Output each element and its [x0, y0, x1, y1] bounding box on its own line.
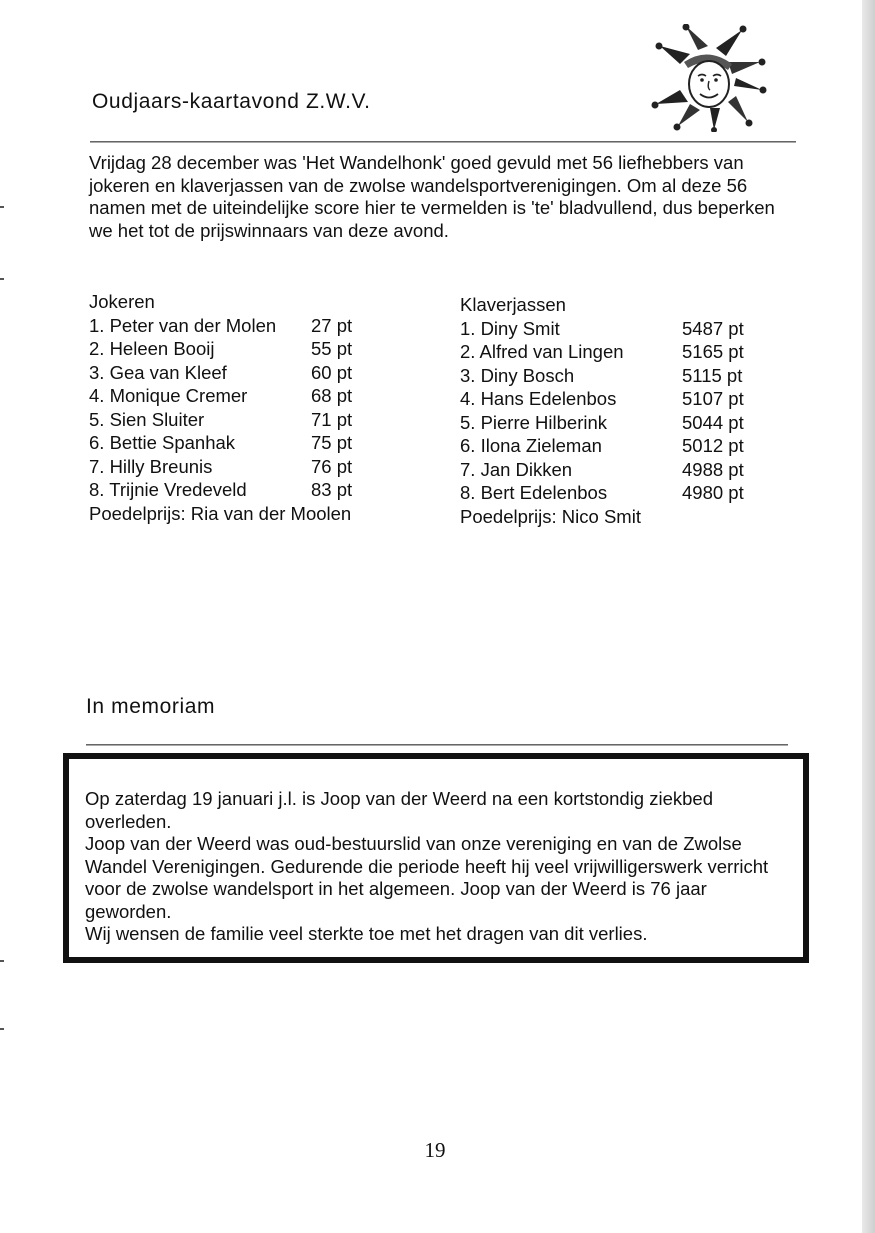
binding-mark: [0, 206, 4, 208]
result-score: 68 pt: [311, 385, 353, 406]
result-score: 5012 pt: [682, 435, 744, 456]
result-name: 8. Trijnie Vredeveld: [89, 479, 247, 500]
jokeren-results: [89, 290, 419, 525]
klaverjassen-results: [460, 293, 780, 528]
result-score: 55 pt: [311, 338, 353, 359]
memoriam-title: In memoriam: [86, 695, 216, 718]
memoriam-divider: [86, 744, 788, 746]
page-edge-shadow: [862, 0, 875, 1233]
klaverjassen-heading: Klaverjassen: [460, 294, 566, 315]
result-name: 4. Hans Edelenbos: [460, 388, 617, 409]
result-score: 5107 pt: [682, 388, 744, 409]
result-row: [89, 337, 419, 361]
result-name: 6. Bettie Spanhak: [89, 432, 236, 453]
result-row: [460, 317, 780, 341]
result-name: 1. Peter van der Molen: [89, 314, 277, 336]
memoriam-text: [85, 788, 790, 946]
result-row: [460, 458, 780, 482]
result-score: 5165 pt: [682, 341, 744, 362]
result-score: 60 pt: [311, 361, 353, 383]
result-score: 5115 pt: [682, 364, 743, 386]
jokeren-heading: Jokeren: [89, 291, 155, 312]
result-score: 4980 pt: [682, 482, 744, 503]
memoriam-paragraph: Op zaterdag 19 januari j.l. is Joop van der Weerd na een kortstondig ziekbed overleden.: [85, 788, 714, 832]
result-row: [89, 478, 419, 502]
result-row: [89, 455, 419, 479]
title-divider: [90, 141, 796, 143]
result-row: [460, 364, 780, 388]
memoriam-paragraph: Wij wensen de familie veel sterkte toe met het dragen van dit verlies.: [85, 923, 648, 944]
result-score: 71 pt: [311, 408, 353, 430]
result-name: 3. Gea van Kleef: [89, 361, 227, 383]
result-score: 4988 pt: [682, 458, 744, 480]
result-row: [89, 431, 419, 455]
result-name: 7. Hilly Breunis: [89, 455, 213, 477]
result-row: [460, 481, 780, 505]
result-name: 7. Jan Dikken: [460, 458, 573, 480]
result-name: 4. Monique Cremer: [89, 385, 248, 406]
result-score: 83 pt: [311, 479, 353, 500]
result-row: [460, 387, 780, 411]
result-name: 2. Alfred van Lingen: [460, 341, 624, 362]
result-row: [89, 361, 419, 385]
memoriam-paragraph: Joop van der Weerd was oud-bestuurslid van onze vereniging en van de Zwolse Wandel Verenigingen. Gedurende die periode heeft hij veel vrijwilligerswerk verricht voor de zwolse wandelsport in het algemeen. Joop van der Weerd is 76 jaar geworden.: [85, 833, 769, 922]
binding-mark: [0, 960, 4, 962]
jester-icon: [650, 24, 768, 132]
result-row: [89, 408, 419, 432]
result-score: 5044 pt: [682, 411, 744, 433]
result-name: 8. Bert Edelenbos: [460, 482, 608, 503]
result-row: [89, 314, 419, 338]
result-name: 6. Ilona Zieleman: [460, 435, 602, 456]
result-name: 2. Heleen Booij: [89, 338, 215, 359]
result-name: 3. Diny Bosch: [460, 364, 575, 386]
result-score: 76 pt: [311, 455, 353, 477]
binding-mark: [0, 1028, 4, 1030]
result-row: [89, 384, 419, 408]
result-name: 1. Diny Smit: [460, 317, 560, 339]
klaverjassen-poedelprijs: Poedelprijs: Nico Smit: [460, 505, 641, 527]
intro-paragraph: Vrijdag 28 december was 'Het Wandelhonk' goed gevuld met 56 liefhebbers van jokeren en klaverjassen van de zwolse wandelsportverenigingen. Om al deze 56 namen met de uiteindelijke score hier te vermelden is 'te' bladvullend, dus beperken we het tot de prijswinnaars van deze avond.: [89, 152, 775, 241]
result-score: 5487 pt: [682, 317, 744, 339]
result-name: 5. Sien Sluiter: [89, 408, 205, 430]
jokeren-poedelprijs: Poedelprijs: Ria van der Moolen: [89, 502, 352, 524]
result-name: 5. Pierre Hilberink: [460, 411, 608, 433]
page-number: 19: [424, 1138, 446, 1162]
result-row: [460, 434, 780, 458]
binding-mark: [0, 278, 4, 280]
result-score: 27 pt: [311, 314, 353, 336]
result-row: [460, 411, 780, 435]
result-score: 75 pt: [311, 432, 353, 453]
article-title: Oudjaars-kaartavond Z.W.V.: [92, 90, 371, 113]
result-row: [460, 340, 780, 364]
